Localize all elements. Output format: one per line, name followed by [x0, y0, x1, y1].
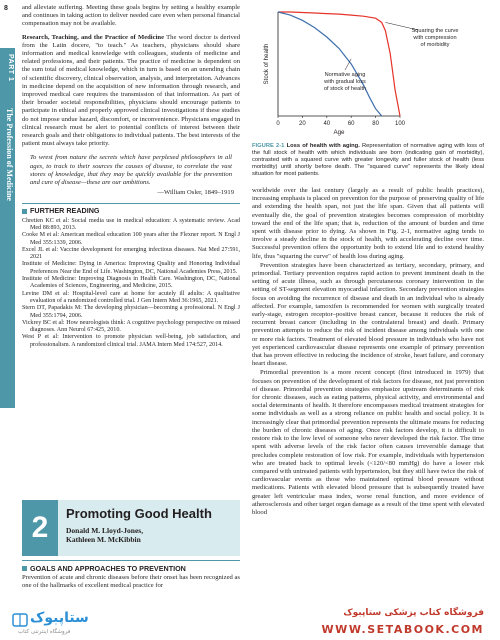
series-label-top-line: of morbidity [420, 42, 450, 48]
series-label-bottom-line: with gradual loss [324, 79, 366, 85]
footer-persian-text: فروشگاه کتاب پزشکی ستاپبوک [343, 608, 484, 618]
publisher-logo[interactable] [12, 608, 122, 638]
reference-item: Chretien KC et al: Social media use in medical education: A systematic review. Acad Med 88:893, 2013. [22, 217, 240, 231]
chapter-title: Promoting Good Health [66, 506, 212, 521]
x-tick-label: 100 [394, 121, 406, 127]
figure-2-1 [250, 4, 486, 144]
right-paragraph-2: Prevention strategies have been characterized as tertiary, secondary, primary, and primordial. Tertiary prevention requires rapid action to prevent imminent death in the setting of acute illness, such as through percutaneous coronary intervention in the setting of ST-segment elevation myocardial infarction. Secondary prevention strategies focus on avoiding the recurrence of disease and death in an individual who is already affected. For example, tamoxifen is recommended for women with surgically treated early-stage, estrogen receptor–positive breast cancer, because it reduces the risk of recurrent breast cancer (including in the contralateral breast) and death. Primary prevention attempts to reduce the risk of incident disease among individuals with one or more risk factors. Treatment of elevated blood pressure in individuals who have not yet experienced cardiovascular disease represents one example of primary prevention that has proven effective in reducing the incidence of stroke, heart failure, and coronary heart disease. [252, 261, 484, 368]
figure-caption-text: Representation of normative aging with loss of the full stock of health with which individuals are born (indicating gain of morbidity), contrasted with a squared curve with greater longevity and fuller stock of health (less morbidity) until shortly before death. The "squared curve" represents the likely ideal situation for most patients. [252, 143, 484, 177]
x-tick-label: 60 [347, 121, 355, 127]
reference-item: Institute of Medicine: Improving Diagnosis in Health Care. Washington, DC, National Academies of Sciences, Engineering, and Medicine, 2015. [22, 276, 240, 290]
goals-heading: GOALS AND APPROACHES TO PREVENTION [22, 560, 240, 573]
goals-paragraph: Prevention of acute and chronic diseases before their onset has been recognized as one of the hallmarks of excellent medical practice for [22, 574, 240, 590]
left-column [22, 4, 240, 349]
page-number: 8 [4, 5, 8, 12]
further-reading-list [22, 218, 240, 349]
series-label-top-line: with compression [413, 35, 457, 41]
reference-item: Vickrey BC et al: How neurologists think: A cognitive psychology perspective on missed diagnoses. Ann Neurol 67:425, 2010. [22, 319, 240, 334]
chapter-number: 2 [22, 500, 58, 556]
x-axis-label: Age [333, 129, 345, 136]
chapter-authors: Donald M. Lloyd-Jones, Kathleen M. McKibbin [66, 526, 144, 544]
left-paragraph-1: and alleviate suffering. Meeting these goals begins by setting a healthy example and continues in taking action to deliver needed care even when personal financial compensation may not be available. [22, 4, 240, 28]
right-paragraph-3: Primordial prevention is a more recent concept (first introduced in 1979) that focuses on prevention of the development of risk factors for disease, not just prevention of disease. Primordial prevention strategies emphasize upstream determinants of risk for chronic diseases, such as eating patterns, physical activity, and environmental and social determinants of health. It therefore encompasses medical treatment strategies for some individuals as well as a strong reliance on public health and social policy. It is increasingly clear that primordial prevention represents the ultimate means for reducing the burden of chronic diseases of aging. Once risk factors develop, it is difficult to restore risk to the low level of someone who never developed the risk factor. The time spent with adverse levels of the risk factor often causes irreversible damage that precludes complete restoration of low risk. For example, individuals with hypertension who are treated back to optimal levels (<120/<80 mmHg) do have a lower risk compared with untreated patients with hypertension, but they still have twice the risk of cardiovascular events as those who maintained optimal blood pressure without medications. Patients with elevated blood pressure that is subsequently treated have greater left ventricular mass index, worse renal function, and more evidence of atherosclerosis and other target organ damage as a result of the time spent with elevated blood [252, 369, 484, 516]
reference-item: Levine DM et al: Hospital-level care at home for acutely ill adults: A qualitative evaluation of a randomized controlled trial. J Gen Intern Med 36:1965, 2021. [22, 290, 240, 304]
book-icon [12, 612, 28, 628]
quote-attribution: —William Osler, 1849–1919 [157, 189, 234, 197]
x-tick-label: 40 [323, 121, 331, 127]
left-paragraph-2 [22, 34, 240, 149]
left-paragraph-2-text: The word doctor is derived from the Latin docere, "to teach." As teachers, physicians should share information and medical knowledge with colleagues, students of medicine and related professions, and their patients. The practice of medicine is dependent on the sum total of medical knowledge, which in turn is based on an unending chain of scientific discovery, clinical observation, analysis, and interpretation. Advances in medicine depend on the acquisition of new information through research, and improved medical care requires the transmission of that information. As part of their broader societal responsibilities, physicians should encourage patients to participate in ethical and properly approved clinical investigations if these studies do not impose undue hazard, discomfort, or inconvenience. Physicians engaged in clinical research must be alert to potential conflicts of interest between their research goals and their obligations to individual patients. The best interests of the patient must always take priority. [22, 33, 240, 148]
chapter-banner [22, 500, 240, 556]
right-column [252, 187, 484, 518]
y-axis-label: Stock of health [263, 43, 270, 85]
section-square-icon [22, 566, 27, 571]
section-square-icon [22, 209, 27, 214]
part-side-tab [0, 48, 15, 408]
logo-subtext: فروشگاه اینترنتی کتاب [18, 629, 71, 635]
x-tick-label: 20 [299, 121, 306, 127]
publisher-footer [0, 606, 500, 640]
series-line-squared-curve [278, 12, 400, 116]
runin-heading: Research, Teaching, and the Practice of Medicine [22, 33, 164, 41]
x-tick-label: 0 [276, 121, 280, 127]
x-tick-label: 80 [372, 121, 379, 127]
section-label: The Profession of Medicine [5, 108, 14, 201]
reference-item: Cooke M et al: American medical education 100 years after the Flexner report. N Engl J Med 355:1339, 2006. [22, 232, 240, 246]
series-label-bottom-line: of stock of health [323, 86, 367, 92]
series-label-bottom-line: Normative aging [324, 72, 366, 78]
right-paragraph-1: worldwide over the last century (largely as a result of public health practices), increasing emphasis is placed on prevention for the purpose of preserving quality of life and extending the health span, not just the life span. Given that all patients will eventually die, the goal of prevention strategies becomes compression of morbidity toward the end of the life span; that is, reduction of the amount of burden and time spent with disease prior to dying. As shown in Fig. 2-1, normative aging tends to involve a steady decline in the stock of health, with accelerating decline over time. Successful prevention offers the opportunity both to extend life and to extend healthy life, thus "squaring the curve" of health loss during aging. [252, 187, 484, 260]
reference-item: Institute of Medicine: Dying in America: Improving Quality and Honoring Individual Preferences Near the End of Life. Washington, DC, National Academies Press, 2015. [22, 261, 240, 275]
part-label: PART 1 [7, 54, 14, 82]
figure-caption [252, 143, 484, 178]
logo-text: ستاپبوک [30, 610, 89, 626]
reference-item: Stern DT, Papadakis M: The developing physician—becoming a professional. N Engl J Med 355:1794, 2006. [22, 305, 240, 319]
figure-label: FIGURE 2-1 [252, 143, 285, 149]
figure-caption-title: Loss of health with aging. [286, 143, 360, 149]
osler-quote: To wrest from nature the secrets which have perplexed philosophers in all ages, to track to their sources the causes of disease, to correlate the vast stores of knowledge, that they may be quickly available for the prevention and cure of disease—these are our ambitions. [30, 154, 232, 187]
further-reading-heading: FURTHER READING [22, 203, 240, 215]
series-label-top-line: Squaring the curve [411, 28, 459, 34]
health-stock-chart [250, 4, 486, 144]
series-line-normative-aging [278, 12, 382, 116]
reference-item: Excel JL et al: Vaccine development for emerging infectious diseases. Nat Med 27:591, 2021 [22, 246, 240, 261]
footer-url-link[interactable]: WWW.SETABOOK.COM [321, 623, 484, 636]
reference-item: West P et al: Intervention to promote physician well-being, job satisfaction, and professionalism. A randomized clinical trial. JAMA Intern Med 174:527, 2014. [22, 334, 240, 348]
